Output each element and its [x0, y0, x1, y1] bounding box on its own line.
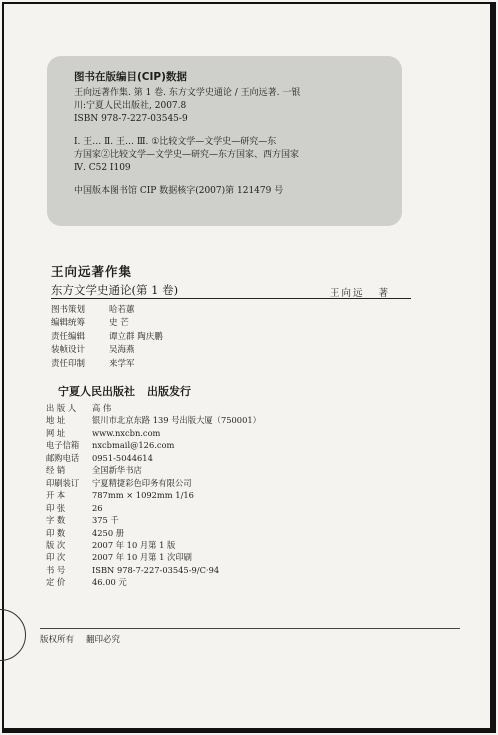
- publication-label: 印 数: [46, 527, 66, 538]
- publication-row: [46, 402, 261, 414]
- publication-value: 全国新华书店: [92, 465, 142, 476]
- publication-value: 宁夏精捷彩色印务有限公司: [92, 477, 192, 488]
- credit-row: [51, 344, 163, 357]
- cip-classification-line: Ⅰ. 王… Ⅱ. 王… Ⅲ. ①比较文学—文学史—研究—东: [74, 137, 277, 147]
- bottom-rule: [40, 628, 460, 629]
- publication-value: 0951-5044614: [92, 452, 153, 463]
- publication-value: 2007 年 10 月第 1 次印刷: [92, 552, 192, 563]
- credits-list: [51, 304, 163, 371]
- publication-row: [46, 576, 261, 588]
- publication-label: 版 次: [46, 539, 66, 550]
- publication-value: 787mm × 1092mm 1/16: [92, 490, 194, 501]
- publication-row: [46, 477, 261, 489]
- publication-row: [46, 414, 261, 426]
- rights-notice: [40, 633, 120, 645]
- publication-value: 4250 册: [92, 527, 125, 538]
- credit-label: 装帧设计: [51, 345, 86, 356]
- publication-row: [46, 564, 261, 576]
- cip-title: 图书在版编目(CIP)数据: [74, 71, 187, 83]
- publication-value: ISBN 978-7-227-03545-9/C·94: [92, 564, 220, 575]
- publication-details: [46, 402, 261, 589]
- series-title: 王向远著作集: [51, 264, 133, 279]
- publication-row: [46, 527, 261, 539]
- publication-label: 地 址: [46, 415, 66, 426]
- publication-label: 邮购电话: [46, 452, 80, 463]
- publisher-name: 宁夏人民出版社: [58, 385, 135, 398]
- credit-label: 责任编辑: [51, 331, 86, 342]
- publication-value: 46.00 元: [92, 577, 127, 588]
- publisher-action: 出版发行: [147, 385, 191, 398]
- publication-label: 字 数: [46, 515, 66, 526]
- publication-row: [46, 452, 261, 464]
- cip-classification-line: 方国家②比较文学—文学史—研究—东方国家、西方国家: [74, 150, 300, 160]
- publication-value: 375 千: [92, 515, 119, 526]
- rights-left: 版权所有: [40, 635, 75, 645]
- credit-label: 责任印制: [51, 358, 86, 369]
- credit-label: 图书策划: [51, 305, 86, 315]
- cip-line: 川:宁夏人民出版社, 2007.8: [74, 101, 187, 111]
- cip-box: [47, 56, 402, 226]
- publication-value: 高 伟: [92, 403, 112, 413]
- cip-gap: [74, 126, 388, 136]
- publication-row: [46, 489, 261, 501]
- credit-row: [51, 358, 163, 371]
- publication-label: 网 址: [46, 427, 66, 438]
- credit-row: [51, 331, 163, 344]
- publication-row: [46, 514, 261, 526]
- credit-value: 谭立群 陶庆鹏: [109, 331, 163, 342]
- credit-label: 编辑统筹: [51, 318, 86, 329]
- cip-gap: [74, 175, 388, 185]
- cip-verification: 中国版本图书馆 CIP 数据核字(2007)第 121479 号: [74, 186, 284, 196]
- publication-row: [46, 502, 261, 514]
- cip-line: 王向远著作集. 第 1 卷. 东方文学史通论 / 王向远著. 一银: [74, 88, 301, 98]
- publication-label: 印 张: [46, 502, 66, 513]
- publication-label: 印 次: [46, 552, 66, 563]
- author-role: 著: [378, 288, 391, 299]
- cip-classification-line: Ⅳ. C52 I109: [74, 163, 131, 173]
- book-title: 东方文学史通论(第 1 卷): [51, 283, 179, 297]
- credit-value: 吴海燕: [109, 345, 135, 356]
- publication-value: 2007 年 10 月第 1 版: [92, 539, 176, 550]
- rights-right: 翻印必究: [86, 635, 121, 645]
- publication-label: 印刷装订: [46, 477, 80, 488]
- publication-label: 开 本: [46, 490, 66, 501]
- credit-row: [51, 317, 163, 330]
- publication-label: 电子信箱: [46, 440, 80, 451]
- publication-row: [46, 551, 261, 563]
- publication-value: 26: [92, 502, 103, 513]
- publication-row: [46, 439, 261, 451]
- author-name: 王向远: [330, 288, 365, 299]
- credit-value: 来学军: [109, 358, 135, 369]
- publication-row: [46, 464, 261, 476]
- credit-value: 史 芒: [109, 318, 129, 329]
- publication-label: 经 销: [46, 465, 66, 476]
- publication-row: [46, 539, 261, 551]
- credit-row: [51, 304, 163, 317]
- title-rule: [51, 298, 411, 299]
- publication-value: nxcbmail@126.com: [92, 440, 175, 451]
- publication-label: 书 号: [46, 564, 66, 575]
- publication-value: www.nxcbn.com: [92, 427, 161, 438]
- page-edge-right: [492, 2, 496, 731]
- publication-row: [46, 427, 261, 439]
- publisher-heading: [58, 383, 191, 399]
- credit-value: 哈若蕙: [109, 305, 135, 315]
- page-edge-bottom: [2, 729, 496, 733]
- publication-value: 银川市北京东路 139 号出版大厦（750001）: [92, 415, 261, 426]
- publication-label: 出 版 人: [46, 403, 77, 413]
- publication-label: 定 价: [46, 577, 66, 588]
- cip-line: ISBN 978-7-227-03545-9: [74, 114, 188, 124]
- author: [330, 285, 390, 299]
